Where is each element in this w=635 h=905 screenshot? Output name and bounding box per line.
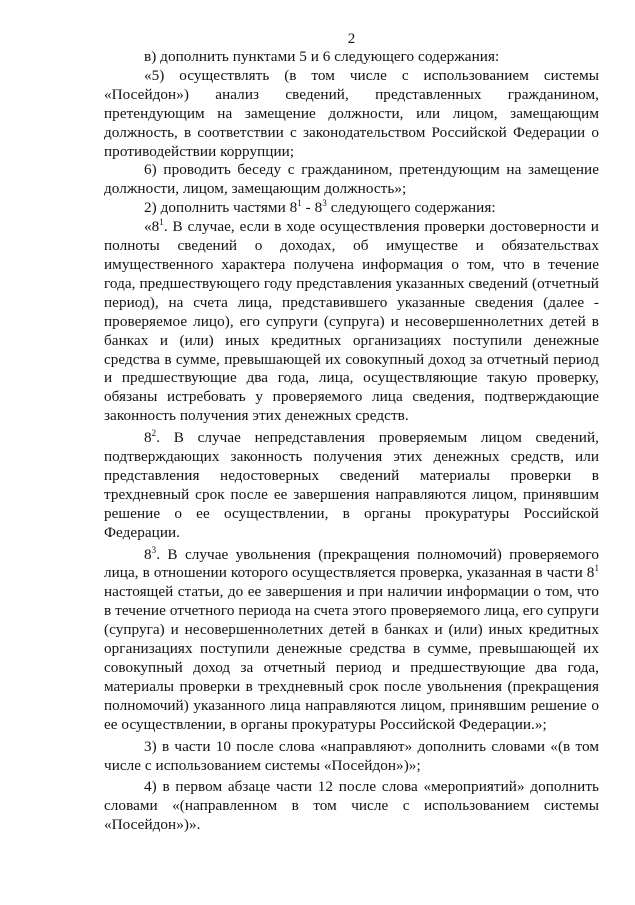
superscript: 3 — [151, 544, 157, 555]
page-number: 2 — [347, 31, 356, 47]
superscript: 3 — [322, 198, 327, 209]
paragraph-point-5: «5) осуществлять (в том числе с использованием системы «Посейдон») анализ сведений, представленных гражданином, претендующим на замещение должности, или лицом, замещающим должность, в соответствии с законодательством Российской Федерации о противодействии коррупции; — [104, 66, 599, 160]
superscript: 1 — [159, 217, 164, 228]
paragraph-point-6: 6) проводить беседу с гражданином, претендующим на замещение должности, лицом, замещающим должность»; — [104, 161, 599, 198]
paragraph-item-2 — [104, 199, 599, 218]
text-segment: - 8 — [301, 199, 323, 217]
paragraph-part-8-3 — [104, 546, 599, 735]
superscript: 2 — [151, 428, 157, 439]
paragraph-part-8-1 — [104, 218, 599, 426]
text-segment: 2) дополнить частями 8 — [144, 199, 298, 217]
text-segment: . В случае увольнения (прекращения полномочий) проверяемого лица, в отношении которого осуществляется проверка, указанная в части 8 — [104, 545, 599, 582]
superscript: 1 — [594, 563, 599, 574]
text-segment: настоящей статьи, до ее завершения и при наличии информации о том, что в течение отчетного периода на счета этого проверяемого лица, его супруги (супруга) и несовершеннолетних детей в банках и (или) иных кредитных организациях поступили денежные средства в сумме, превышающей их совокупный доход за отчетный период и предшествующие два года, материалы проверки в трехдневный срок после увольнения (прекращения полномочий) указанного лица направляются лицом, принявшим решение о ее осуществлении, в органы прокуратуры Российской Федерации.»; — [104, 583, 599, 733]
text-segment: . В случае непредставления проверяемым лицом сведений, подтверждающих законность получения этих денежных средств, или представления недостоверных сведений материалы проверки в трехдневный срок после ее завершения направляются лицом, принявшим решение о ее осуществлении, в органы прокуратуры Российской Федерации. — [104, 429, 599, 541]
text-segment: 8 — [144, 545, 152, 563]
text-segment: «8 — [144, 218, 160, 236]
text-segment: 8 — [144, 429, 152, 447]
paragraph-item-4: 4) в первом абзаце части 12 после слова «мероприятий» дополнить словами «(направленном в том числе с использованием системы «Посейдон»)». — [104, 778, 599, 834]
superscript: 1 — [297, 198, 302, 209]
paragraph-item-3: 3) в части 10 после слова «направляют» дополнить словами «(в том числе с использованием системы «Посейдон»)»; — [104, 737, 599, 774]
text-segment: . В случае, если в ходе осуществления проверки достоверности и полноты сведений о доходах, об имуществе и обязательствах имущественного характера получена информация о том, что в течение года, предшествующего году представления указанных сведений (отчетный период), на счета лица, представившего указанные сведения (далее - проверяемое лицо), его супруги (супруга) и несовершеннолетних детей в банках и (или) иных кредитных организациях поступили денежные средства в сумме, превышающей их совокупный доход за отчетный период и предшествующие два года, лица, осуществляющие такую проверку, обязаны истребовать у проверяемого лица сведения, подтверждающие законность получения этих денежных средств. — [104, 218, 599, 425]
paragraph-item-v: в) дополнить пунктами 5 и 6 следующего содержания: — [144, 48, 500, 65]
paragraph-part-8-2 — [104, 429, 599, 542]
text-segment: следующего содержания: — [326, 199, 496, 217]
